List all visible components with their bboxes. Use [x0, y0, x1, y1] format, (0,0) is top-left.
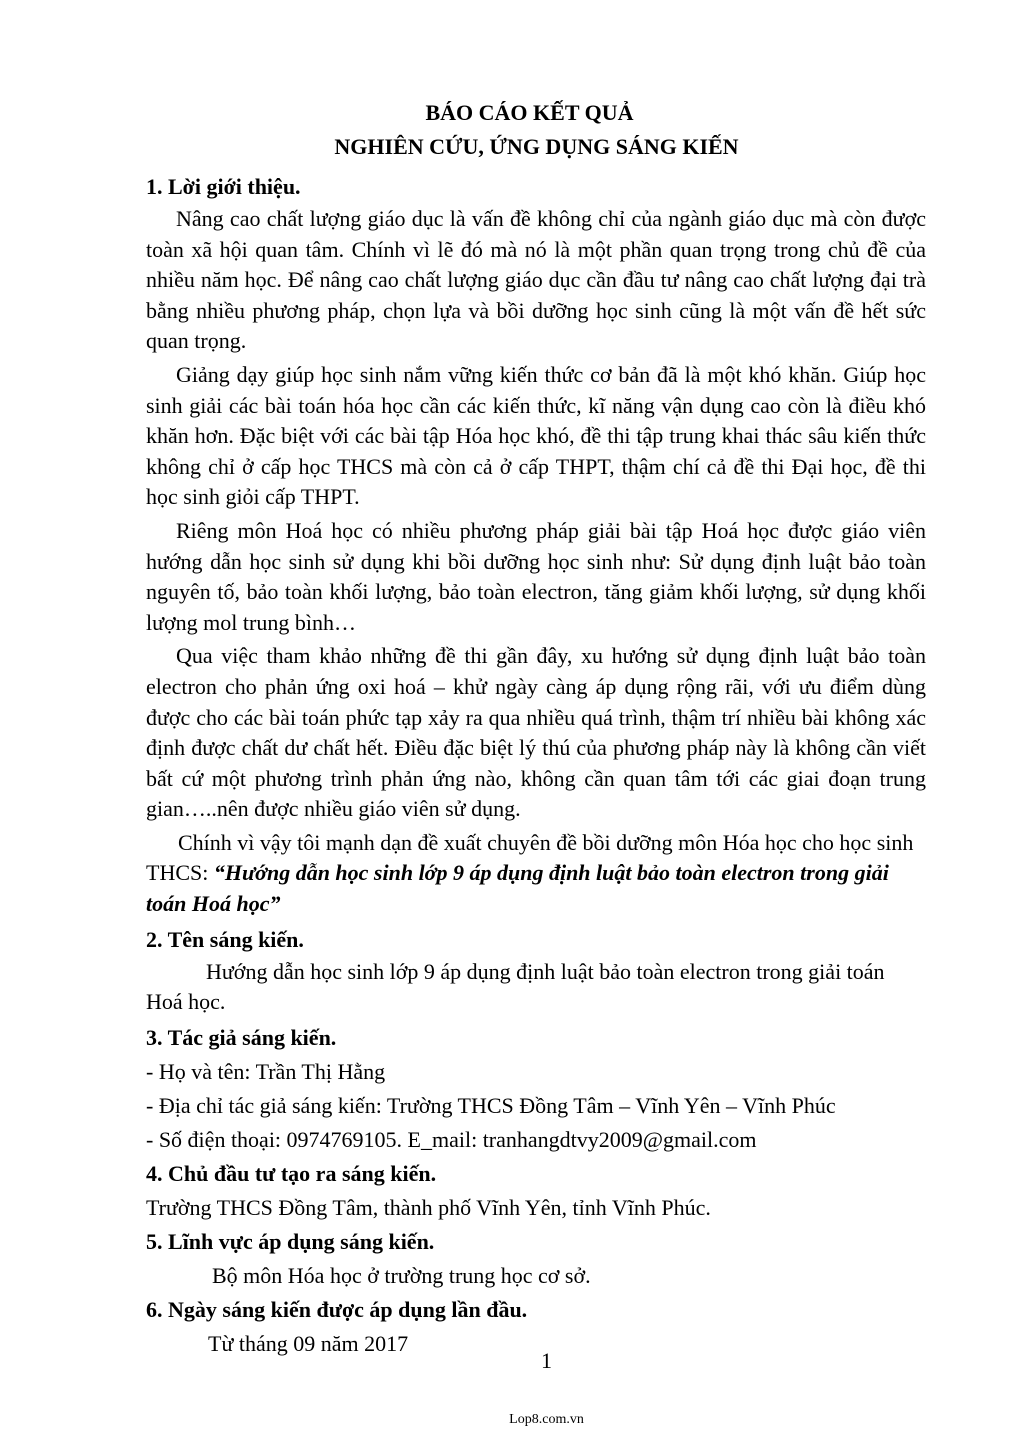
paragraph: Nâng cao chất lượng giáo dục là vấn đề không chỉ của ngành giáo dục mà còn được toàn xã hội quan tâm. Chính vì lẽ đó mà nó là một phần quan trọng trong chủ đề của nhiều năm học. Để nâng cao chất lượng giáo dục cần đầu tư nâng cao chất lượng đại trà bằng nhiều phương pháp, chọn lựa và bồi dưỡng học sinh cũng là một vấn đề hết sức quan trọng. — [146, 206, 926, 354]
paragraph: Qua việc tham khảo những đề thi gần đây, xu hướng sử dụng định luật bảo toàn electron cho phản ứng oxi hoá – khử ngày càng áp dụng rộng rãi, với ưu điểm dùng được cho các bài toán phức tạp xảy ra qua nhiều quá trình, thậm trí nhiều bài không xác định được chất dư chất hết. Điều đặc biệt lý thú của phương pháp này là không cần viết bất cứ một phương trình phản ứng nào, không cần quan tâm tới các giai đoạn trung gian…..nên được nhiều giáo viên sử dụng. — [146, 643, 926, 822]
date-text: Từ tháng 09 năm 2017 — [208, 1330, 409, 1356]
field-text: Bộ môn Hóa học ở trường trung học cơ sở. — [212, 1262, 591, 1288]
proposal-title: “Hướng dẫn học sinh lớp 9 áp dụng định luật bảo toàn electron trong giải toán Hoá học” — [146, 860, 889, 917]
section-heading-introduction: 1. Lời giới thiệu. — [146, 174, 301, 199]
document-body — [146, 170, 926, 1361]
investor-text: Trường THCS Đồng Tâm, thành phố Vĩnh Yên, tỉnh Vĩnh Phúc. — [146, 1194, 711, 1220]
section-heading-investor: 4. Chủ đầu tư tạo ra sáng kiến. — [146, 1160, 437, 1186]
paragraph-proposal — [146, 828, 926, 920]
section-heading-name: 2. Tên sáng kiến. — [146, 926, 304, 952]
footer-watermark: Lop8.com.vn — [509, 1412, 584, 1427]
paragraph: Giảng dạy giúp học sinh nắm vững kiến thức cơ bản đã là một khó khăn. Giúp học sinh giải các bài toán hóa học cần các kiến thức, kĩ năng vận dụng cao còn là điều khó khăn hơn. Đặc biệt với các bài tập Hóa học khó, đề thi tập trung khai thác sâu kiến thức không chỉ ở cấp học THCS mà còn cả ở cấp THPT, thậm chí cả đề thi Đại học, đề thi học sinh giỏi cấp THPT. — [146, 361, 926, 510]
author-address: - Địa chỉ tác giả sáng kiến: Trường THCS Đồng Tâm – Vĩnh Yên – Vĩnh Phúc — [146, 1092, 836, 1118]
report-title: BÁO CÁO KẾT QUẢ — [425, 100, 634, 125]
section-heading-field: 5. Lĩnh vực áp dụng sáng kiến. — [146, 1228, 435, 1254]
paragraph: Riêng môn Hoá học có nhiều phương pháp giải bài tập Hoá học được giáo viên hướng dẫn học sinh sử dụng khi bồi dưỡng học sinh như: Sử dụng định luật bảo toàn nguyên tố, bảo toàn khối lượng, bảo toàn electron, tăng giảm khối lượng, sử dụng khối lượng mol trung bình… — [146, 517, 926, 635]
initiative-name: Hướng dẫn học sinh lớp 9 áp dụng định luật bảo toàn electron trong giải toán Hoá học. — [146, 958, 885, 1015]
section-heading-author: 3. Tác giả sáng kiến. — [146, 1024, 337, 1050]
section-heading-date: 6. Ngày sáng kiến được áp dụng lần đầu. — [146, 1296, 528, 1322]
page-number: 1 — [541, 1348, 552, 1373]
author-contact: - Số điện thoại: 0974769105. E_mail: tranhangdtvy2009@gmail.com — [146, 1126, 757, 1152]
author-name: - Họ và tên: Trần Thị Hằng — [146, 1058, 386, 1084]
proposal-text: Chính vì vậy tôi mạnh dạn đề xuất chuyên đề bồi dưỡng môn Hóa học cho học sinh THCS: — [146, 829, 914, 886]
report-subtitle: NGHIÊN CỨU, ỨNG DỤNG SÁNG KIẾN — [334, 134, 739, 159]
